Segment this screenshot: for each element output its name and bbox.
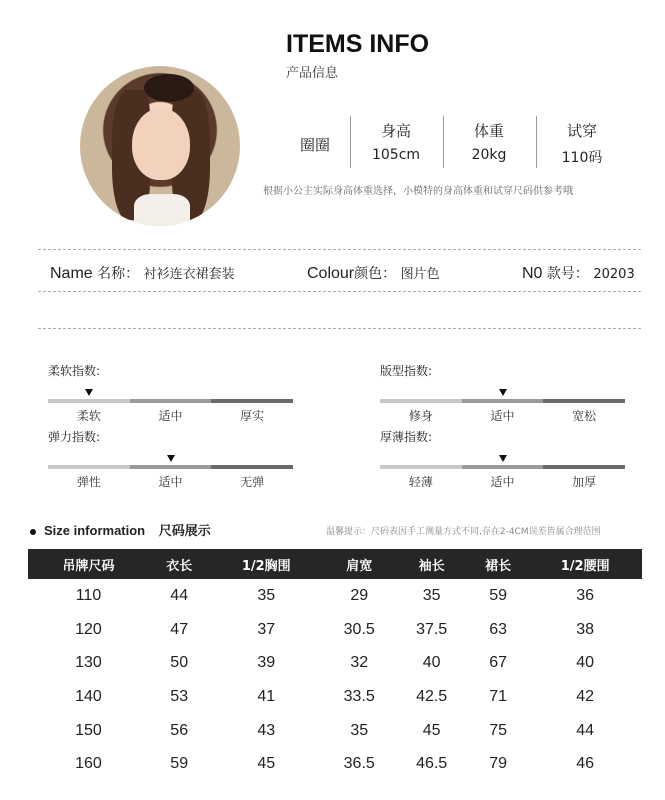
stat-value: 105cm [371, 147, 421, 163]
table-row [28, 579, 642, 613]
page-title: ITEMS INFO [286, 30, 430, 58]
model-note: 根据小公主实际身高体重选择，小模特的身高体重和试穿尺码供参考哦 [263, 186, 573, 197]
bullet-icon [30, 529, 36, 535]
table-cell: 37 [257, 620, 276, 638]
product-colour: Colour颜色： 图片色 [307, 265, 440, 282]
table-cell: 44 [576, 721, 595, 739]
stat-label: 体重 [473, 122, 504, 140]
table-cell: 59 [170, 755, 189, 773]
table-cell: 36 [576, 586, 595, 604]
table-cell: 42 [576, 687, 595, 705]
table-row [28, 613, 642, 647]
table-cell: 79 [489, 755, 507, 773]
stat-value: 110码 [561, 150, 603, 166]
thickness-index: 厚薄指数: 轻薄 适中 加厚 [380, 428, 625, 490]
model-stat-weight [443, 120, 535, 163]
size-note: 温馨提示：尺码表因手工测量方式不同,存在2-4CM误差皆属合理范围 [326, 527, 601, 537]
table-cell: 71 [489, 687, 507, 705]
indicator-arrow [499, 389, 507, 396]
table-cell: 44 [170, 586, 189, 604]
softness-index: 柔软指数: 柔软 适中 厚实 [48, 362, 293, 424]
divider [38, 249, 641, 250]
table-row [28, 747, 642, 781]
table-row [28, 680, 642, 714]
stat-label: 试穿 [566, 122, 597, 140]
table-cell: 39 [257, 654, 276, 672]
model-stat-height [350, 120, 442, 163]
table-cell: 41 [257, 687, 276, 705]
column-header: 肩宽 [323, 549, 395, 579]
table-cell: 63 [489, 620, 507, 638]
table-cell: 67 [489, 654, 507, 672]
stat-value: 20kg [471, 147, 507, 163]
table-cell: 45 [422, 721, 441, 739]
indicator-arrow [499, 455, 507, 462]
table-cell: 46 [576, 755, 595, 773]
table-cell: 56 [170, 721, 189, 739]
column-header: 衣长 [149, 549, 210, 579]
table-cell: 42.5 [416, 687, 448, 705]
column-header: 1/2腰围 [528, 549, 642, 579]
table-cell: 75 [489, 721, 507, 739]
indicator-arrow [167, 455, 175, 462]
product-number: N0 款号： 20203 [522, 265, 635, 282]
table-cell: 130 [75, 654, 102, 672]
model-stat-fit [536, 120, 628, 167]
table-cell: 45 [257, 755, 276, 773]
table-cell: 35 [350, 721, 369, 739]
table-row [28, 646, 642, 680]
table-cell: 32 [350, 654, 369, 672]
divider [38, 291, 641, 292]
table-cell: 30.5 [343, 620, 375, 638]
table-cell: 35 [422, 586, 441, 604]
table-cell: 46.5 [416, 755, 448, 773]
stat-label: 身高 [380, 122, 411, 140]
column-header: 裙长 [468, 549, 529, 579]
size-table [28, 549, 642, 781]
table-header-row [28, 549, 642, 579]
table-cell: 37.5 [416, 620, 448, 638]
table-cell: 47 [170, 620, 189, 638]
column-header: 1/2胸围 [209, 549, 323, 579]
table-cell: 160 [75, 755, 102, 773]
column-header: 袖长 [395, 549, 467, 579]
table-cell: 29 [350, 586, 369, 604]
page-subtitle: 产品信息 [286, 66, 339, 81]
indicator-arrow [85, 389, 93, 396]
table-cell: 53 [170, 687, 189, 705]
elasticity-index: 弹力指数: 弹性 适中 无弹 [48, 428, 293, 490]
table-cell: 43 [257, 721, 276, 739]
fit-index: 版型指数: 修身 适中 宽松 [380, 362, 625, 424]
column-header: 吊牌尺码 [28, 549, 149, 579]
table-cell: 38 [576, 620, 595, 638]
table-cell: 35 [257, 586, 276, 604]
table-cell: 59 [489, 586, 507, 604]
table-cell: 40 [576, 654, 595, 672]
model-name: 圈圈 [300, 136, 331, 154]
divider [38, 328, 641, 329]
size-info-heading: Size information 尺码展示 [30, 520, 211, 539]
table-cell: 140 [75, 687, 102, 705]
table-cell: 33.5 [343, 687, 375, 705]
model-photo [80, 66, 240, 226]
table-cell: 50 [170, 654, 189, 672]
table-cell: 36.5 [343, 755, 375, 773]
table-cell: 120 [75, 620, 102, 638]
product-name: Name 名称： 衬衫连衣裙套装 [50, 265, 235, 282]
table-cell: 110 [75, 586, 102, 604]
table-cell: 40 [422, 654, 441, 672]
table-cell: 150 [75, 721, 102, 739]
table-row [28, 714, 642, 748]
